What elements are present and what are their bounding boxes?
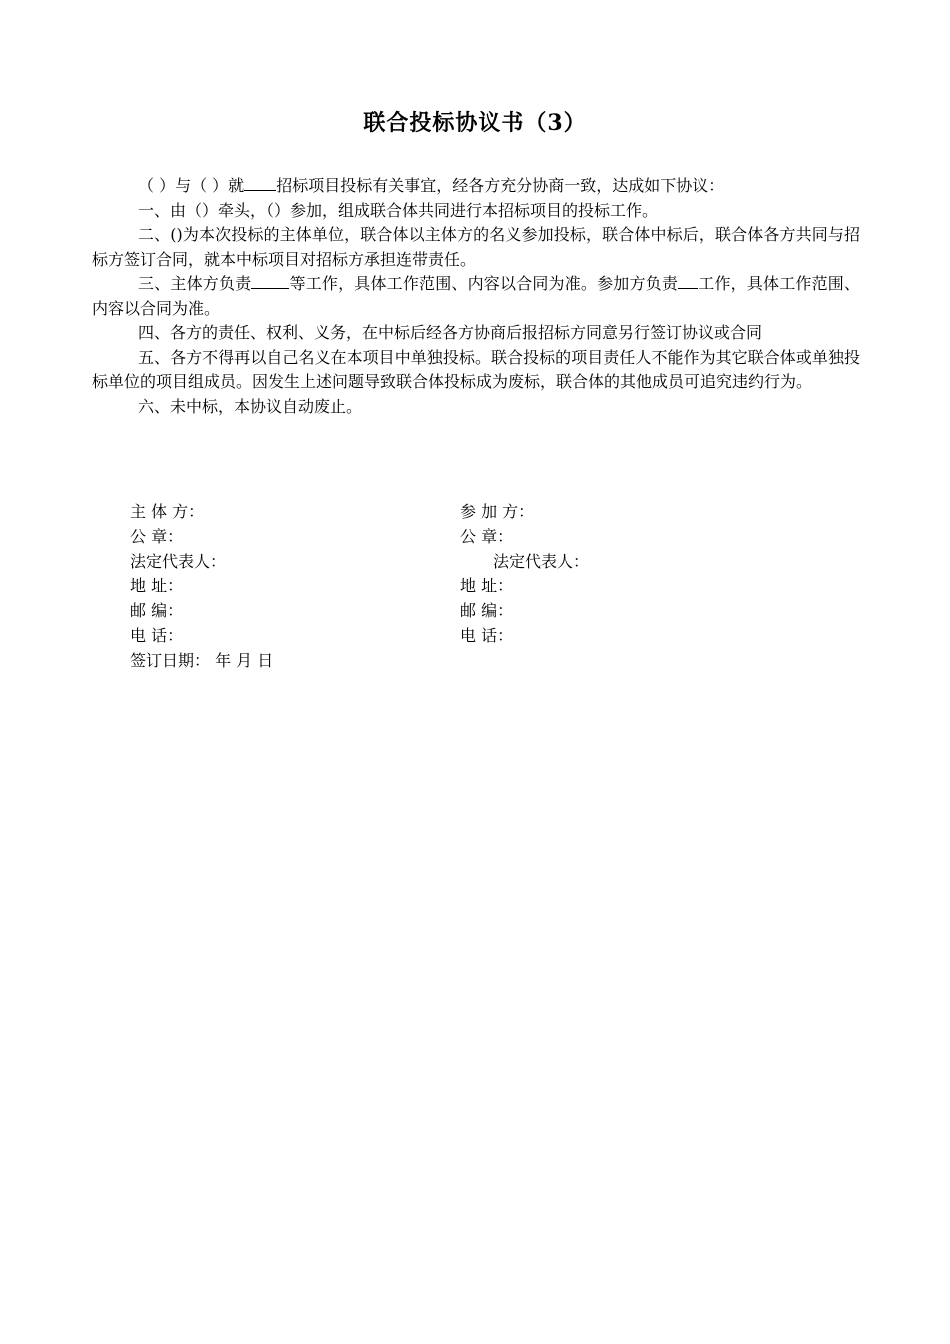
participant-work-blank <box>678 272 698 289</box>
signing-date-label: 签订日期： 年 月 日 <box>130 650 274 670</box>
clause-3 <box>92 272 860 321</box>
intro-text-2: 招标项目投标有关事宜，经各方充分协商一致，达成如下协议： <box>276 176 725 195</box>
main-party-label: 主 体 方： <box>130 502 205 521</box>
signature-block-participant <box>460 500 589 649</box>
clause-6: 六、未中标，本协议自动废止。 <box>138 396 363 416</box>
main-party-seal-label: 公 章： <box>130 526 184 546</box>
participant-address-label: 地 址： <box>460 576 514 596</box>
signature-block-main-party <box>130 500 273 674</box>
agreement-body <box>92 174 860 419</box>
clause-5: 五、各方不得再以自己名义在本项目中单独投标。联合投标的项目责任人不能作为其它联合体或单独投标单位的项目组成员。因发生上述问题导致联合体投标成为废标，联合体的其他成员可追究违约行为。 <box>92 347 860 391</box>
main-party-postcode-label: 邮 编： <box>130 601 184 621</box>
clause-2: 二、()为本次投标的主体单位，联合体以主体方的名义参加投标，联合体中标后，联合体各方共同与招标方签订合同，就本中标项目对招标方承担连带责任。 <box>92 225 860 269</box>
clause-3-text-1: 三、主体方负责 <box>138 274 252 293</box>
participant-rep-label: 法定代表人： <box>493 551 590 571</box>
intro-paragraph <box>92 174 860 199</box>
clause-1: 一、由（）牵头，（）参加，组成联合体共同进行本招标项目的投标工作。 <box>138 200 659 220</box>
intro-text-1: （ ）与（ ）就 <box>138 176 245 195</box>
main-party-work-blank <box>251 272 289 289</box>
participant-postcode-label: 邮 编： <box>460 601 514 621</box>
main-party-phone-label: 电 话： <box>130 625 184 645</box>
participant-phone-label: 电 话： <box>460 625 514 645</box>
participant-label: 参 加 方： <box>460 502 535 521</box>
clause-4: 四、各方的责任、权利、义务，在中标后经各方协商后报招标方同意另行签订协议或合同 <box>138 323 763 342</box>
main-party-rep-label: 法定代表人： <box>130 551 227 571</box>
clause-3-text-2: 等工作，具体工作范围、内容以合同为准。参加方负责 <box>289 274 679 293</box>
participant-seal-label: 公 章： <box>460 526 514 546</box>
document-title: 联合投标协议书（3） <box>363 110 587 136</box>
clause-3-text-3: 工作，具体工作范围、内容以合同为准。 <box>92 274 860 318</box>
project-blank <box>244 174 276 191</box>
main-party-address-label: 地 址： <box>130 576 184 596</box>
